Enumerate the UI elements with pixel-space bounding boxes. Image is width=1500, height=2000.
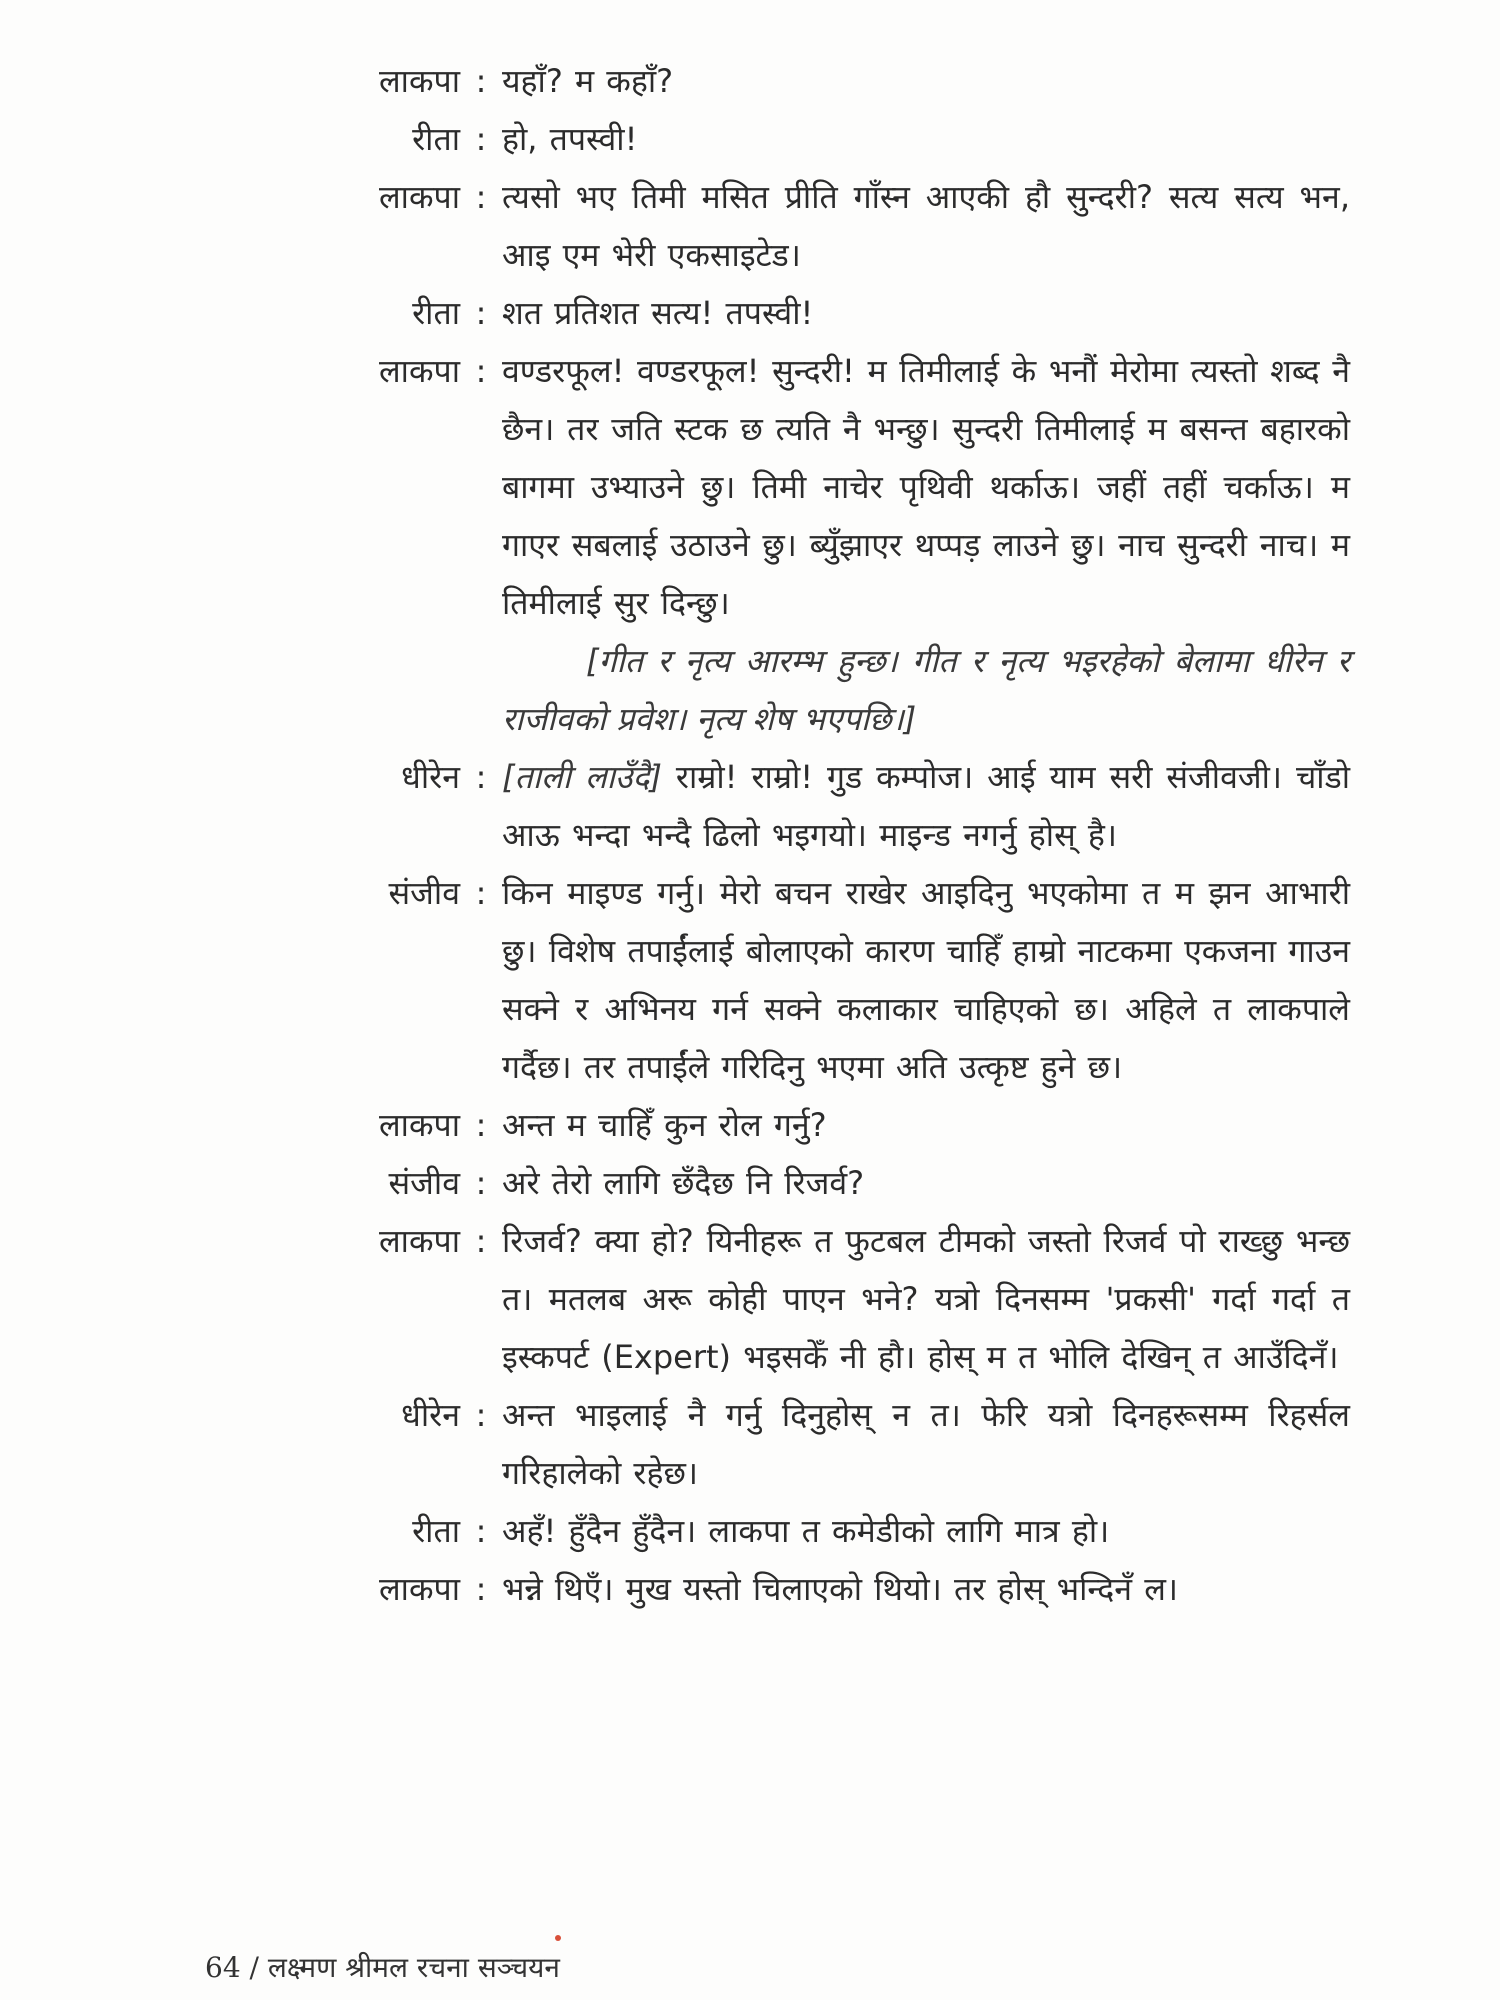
- speaker-colon: :: [475, 62, 487, 100]
- page-number: 64: [205, 1951, 241, 1984]
- speech-text: [502, 864, 1350, 1096]
- speech-line: राम्रो! राम्रो! गुड कम्पोज। आई याम सरी संजीवजी। चाँडो आऊ भन्दा भन्दै ढिलो भइगयो। माइन्ड नगर्नु होस् है।: [502, 758, 1350, 854]
- speech-line: अन्त भाइलाई नै गर्नु दिनुहोस् न त। फेरि यत्रो दिनहरूसम्म रिहर्सल गरिहालेको रहेछ।: [502, 1396, 1350, 1492]
- stage-direction: [गीत र नृत्य आरम्भ हुन्छ। गीत र नृत्य भइरहेको बेलामा धीरेन र राजीवको प्रवेश। नृत्य शेष भएपछि।]: [502, 642, 1350, 738]
- speech-text: [502, 1502, 1350, 1560]
- speech-text: [502, 748, 1350, 864]
- speaker-colon: :: [475, 294, 487, 332]
- dialogue-entry: [290, 284, 1350, 342]
- speaker-colon: :: [475, 1222, 487, 1260]
- speech-text: [502, 52, 1350, 110]
- speech-line: शत प्रतिशत सत्य! तपस्वी!: [502, 294, 814, 332]
- speech-line: यहाँ? म कहाँ?: [502, 62, 674, 100]
- dialogue-entry: [290, 1096, 1350, 1154]
- speaker-name: संजीव: [388, 1164, 460, 1202]
- speaker-colon: :: [475, 352, 487, 390]
- speech-line: भन्ने थिएँ। मुख यस्तो चिलाएको थियो। तर होस् भन्दिनँ ल।: [502, 1570, 1179, 1608]
- speaker-name: लाकपा: [378, 1106, 460, 1144]
- speech-text: [502, 342, 1350, 632]
- dialogue-entry: [290, 168, 1350, 284]
- speaker-name: लाकपा: [378, 178, 460, 216]
- speaker-colon: :: [475, 1570, 487, 1608]
- dialogue-entry: [290, 1154, 1350, 1212]
- speech-text: [502, 1096, 1350, 1154]
- speaker-name: लाकपा: [378, 1222, 460, 1260]
- speech-line: त्यसो भए तिमी मसित प्रीति गाँस्न आएकी हौ सुन्दरी? सत्य सत्य भन, आइ एम भेरी एकसाइटेड।: [502, 178, 1350, 274]
- speaker-colon: :: [475, 1396, 487, 1434]
- speech-line: हो, तपस्वी!: [502, 120, 638, 158]
- dialogue-entry: [290, 52, 1350, 110]
- speech-text: [502, 284, 1350, 342]
- dialogue-block: [290, 52, 1350, 1618]
- dialogue-entry: [290, 1212, 1350, 1386]
- dialogue-entry: [290, 1502, 1350, 1560]
- speech-text: [502, 110, 1350, 168]
- dialogue-entry: [290, 1386, 1350, 1502]
- speech-text: [502, 1386, 1350, 1502]
- speaker-name: लाकपा: [378, 62, 460, 100]
- speaker-colon: :: [475, 758, 487, 796]
- speech-line: वण्डरफूल! वण्डरफूल! सुन्दरी! म तिमीलाई के भनौं मेरोमा त्यस्तो शब्द नै छैन। तर जति स्टक छ त्यति नै भन्छु। सुन्दरी तिमीलाई म बसन्त बहारको बागमा उभ्याउने छु। तिमी नाचेर पृथिवी थर्काऊ। जहीं तहीं चर्काऊ। म गाएर सबलाई उठाउने छु। ब्युँझाएर थप्पड़ लाउने छु। नाच सुन्दरी नाच। म तिमीलाई सुर दिन्छु।: [502, 352, 1350, 622]
- speech-text: [502, 1560, 1350, 1618]
- speech-text: [502, 1212, 1350, 1386]
- inline-stage-direction: [ताली लाउँदै]: [502, 758, 662, 796]
- speaker-colon: :: [475, 178, 487, 216]
- speech-line: अरे तेरो लागि छँदैछ नि रिजर्व?: [502, 1164, 865, 1202]
- speaker-name: धीरेन: [401, 758, 460, 796]
- dialogue-entry: [290, 110, 1350, 168]
- speaker-name: संजीव: [388, 874, 460, 912]
- dialogue-entry: [290, 864, 1350, 1096]
- speech-text: [502, 168, 1350, 284]
- dialogue-entry: [290, 1560, 1350, 1618]
- speaker-colon: :: [475, 120, 487, 158]
- speaker-name: रीता: [412, 120, 460, 158]
- dialogue-entry: [290, 748, 1350, 864]
- speech-line: किन माइण्ड गर्नु। मेरो बचन राखेर आइदिनु भएकोमा त म झन आभारी छु। विशेष तपाईंलाई बोलाएको कारण चाहिँ हाम्रो नाटकमा एकजना गाउन सक्ने र अभिनय गर्न सक्ने कलाकार चाहिएको छ। अहिले त लाकपाले गर्दैछ। तर तपाईंले गरिदिनु भएमा अति उत्कृष्ट हुने छ।: [502, 874, 1350, 1086]
- speech-line: अन्त म चाहिँ कुन रोल गर्नु?: [502, 1106, 827, 1144]
- speaker-name: धीरेन: [401, 1396, 460, 1434]
- page-footer: [205, 1948, 560, 1988]
- footer-separator: /: [240, 1951, 268, 1984]
- speaker-name: रीता: [412, 1512, 460, 1550]
- speaker-name: लाकपा: [378, 1570, 460, 1608]
- dialogue-entry: [290, 342, 1350, 632]
- speech-line: अहँ! हुँदैन हुँदैन। लाकपा त कमेडीको लागि मात्र हो।: [502, 1512, 1110, 1550]
- ink-mark: [555, 1935, 561, 1941]
- speaker-name: लाकपा: [378, 352, 460, 390]
- speaker-colon: :: [475, 874, 487, 912]
- speech-line: रिजर्व? क्या हो? यिनीहरू त फुटबल टीमको जस्तो रिजर्व पो राख्छु भन्छ त। मतलब अरू कोही पाएन भने? यत्रो दिनसम्म 'प्रकसी' गर्दा गर्दा त इस्कपर्ट (Expert) भइसकेँ नी हौ। होस् म त भोलि देखिन् त आउँदिनँ।: [502, 1222, 1350, 1376]
- speaker-colon: :: [475, 1106, 487, 1144]
- speech-text: [502, 1154, 1350, 1212]
- speaker-name: रीता: [412, 294, 460, 332]
- book-title: लक्ष्मण श्रीमल रचना सञ्चयन: [267, 1951, 560, 1984]
- speaker-colon: :: [475, 1164, 487, 1202]
- speaker-colon: :: [475, 1512, 487, 1550]
